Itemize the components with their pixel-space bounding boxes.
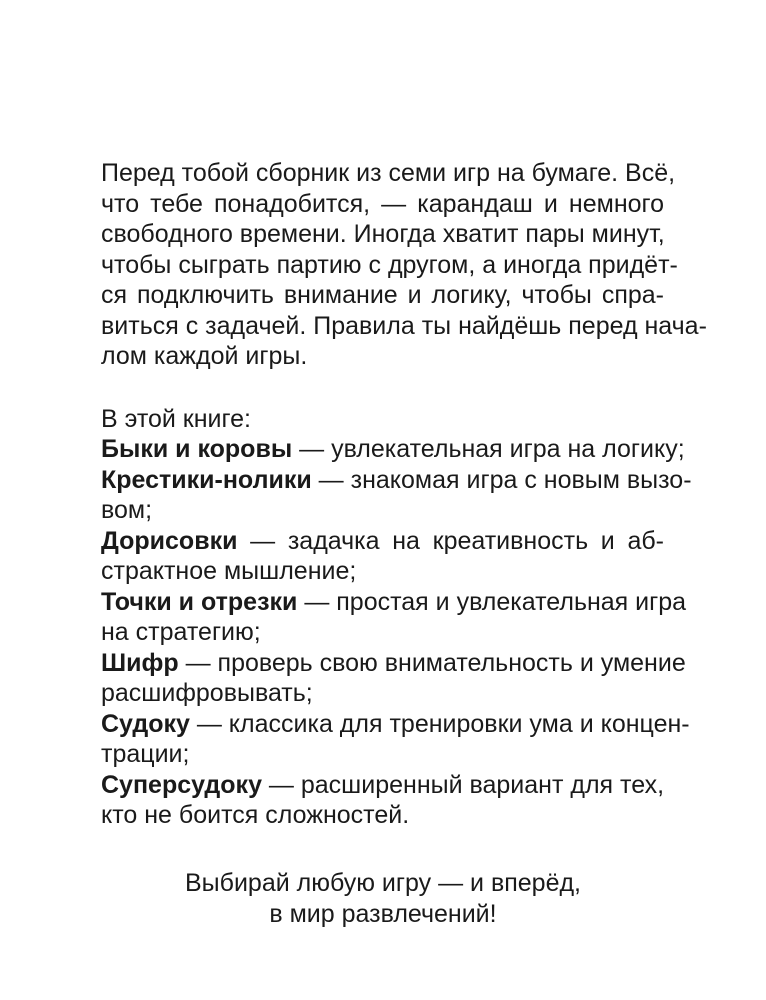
game-description: — проверь свою внимательность и умение <box>178 648 686 677</box>
game-name: Суперсудоку <box>101 770 262 799</box>
game-name: Быки и коровы <box>101 435 293 463</box>
game-description: — расширенный вариант для тех, <box>261 770 665 799</box>
intro-line: виться с задачей. Правила ты найдёшь перед нача- <box>101 311 707 340</box>
game-description-continued: на стратегию; <box>101 618 261 646</box>
intro-line: чтобы сыграть партию с другом, а иногда придёт- <box>101 250 678 279</box>
game-description-continued: трации; <box>101 740 190 768</box>
contents-heading: В этой книге: <box>101 404 251 433</box>
text-block <box>101 158 707 831</box>
game-name: Судоку <box>101 709 190 738</box>
game-description: — знакомая игра с новым вызо- <box>311 465 692 494</box>
intro-line: Перед тобой сборник из семи игр на бумаге. Всё, <box>101 159 676 187</box>
game-name: Крестики-нолики <box>101 465 312 494</box>
intro-line: ся подключить внимание и логику, чтобы спра- <box>101 281 664 309</box>
list-item-cipher <box>101 648 686 679</box>
intro-line: свободного времени. Иногда хватит пары минут, <box>101 220 665 248</box>
intro-line: лом каждой игры. <box>101 342 308 370</box>
game-description-continued: расшифровывать; <box>101 679 313 707</box>
closing-text <box>0 868 766 929</box>
game-name: Точки и отрезки <box>101 587 298 616</box>
game-description: — задачка на креативность и аб- <box>237 526 664 555</box>
list-item-doodles <box>101 526 664 557</box>
list-item-dots-and-boxes <box>101 587 687 618</box>
game-description: — увлекательная игра на логику; <box>292 435 685 463</box>
game-description: — простая и увлекательная игра <box>297 587 687 616</box>
list-item-tic-tac-toe <box>101 465 692 496</box>
list-item-sudoku <box>101 709 690 740</box>
game-name: Шифр <box>101 648 179 677</box>
closing-line: в мир развлечений! <box>269 899 497 928</box>
closing-line: Выбирай любую игру — и вперёд, <box>184 869 582 897</box>
game-description-continued: кто не боится сложностей. <box>101 801 410 829</box>
game-description: — классика для тренировки ума и концен- <box>189 709 690 738</box>
game-description-continued: вом; <box>101 496 153 524</box>
intro-line: что тебе понадобится, — карандаш и немного <box>101 189 664 218</box>
game-description-continued: страктное мышление; <box>101 557 357 585</box>
game-name: Дорисовки <box>101 526 238 555</box>
list-item-bulls-and-cows <box>101 434 685 465</box>
list-item-super-sudoku <box>101 770 664 801</box>
